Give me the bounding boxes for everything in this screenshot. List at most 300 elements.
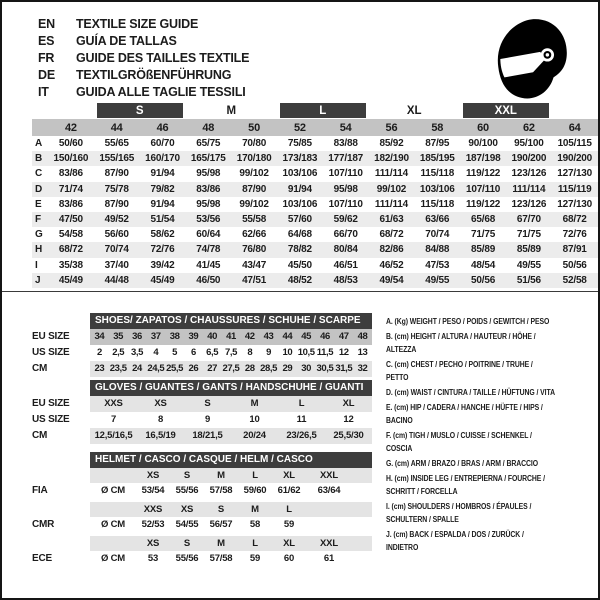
sub-row-label: CM bbox=[32, 363, 48, 375]
measure-value: 177/187 bbox=[328, 153, 364, 165]
measure-value: 160/170 bbox=[145, 153, 180, 165]
measure-value: 44/48 bbox=[104, 274, 129, 286]
measure-value: 54/58 bbox=[58, 229, 83, 241]
measure-value: 85/92 bbox=[379, 138, 404, 150]
measure-value: 47/53 bbox=[425, 259, 450, 271]
sub-cell-value: 56/57 bbox=[209, 518, 233, 530]
sub-row-label: US SIZE bbox=[32, 414, 70, 426]
measure-value: 72/76 bbox=[150, 244, 175, 256]
sub-row-data bbox=[90, 551, 372, 566]
measure-value: 50/56 bbox=[562, 259, 587, 271]
sub-cell-value: 26 bbox=[188, 363, 199, 375]
measure-value: 85/89 bbox=[471, 244, 496, 256]
size-band-m: M bbox=[226, 104, 237, 117]
sub-cell-value: 57/58 bbox=[209, 552, 233, 564]
measure-value: 50/60 bbox=[58, 138, 83, 150]
measure-value: 107/110 bbox=[328, 168, 363, 180]
sub-cell-value: S bbox=[183, 469, 191, 481]
sub-cell-value: 55/56 bbox=[175, 552, 199, 564]
sub-row-data bbox=[90, 536, 372, 551]
measure-value: 95/98 bbox=[196, 198, 221, 210]
measure-value: 51/54 bbox=[150, 214, 175, 226]
sub-cell-value: 61 bbox=[323, 552, 335, 564]
sub-table-row bbox=[32, 361, 372, 377]
sub-cell-value: XXL bbox=[320, 537, 338, 549]
sub-row-data bbox=[90, 345, 372, 361]
sub-cell-value: 28,5 bbox=[260, 363, 278, 375]
sub-cell-value: 54/55 bbox=[175, 518, 199, 530]
section-label-spacer bbox=[32, 452, 90, 468]
sub-cell-value: 9 bbox=[266, 347, 272, 359]
measure-value: 53/56 bbox=[196, 214, 221, 226]
sub-cell-value: 34 bbox=[94, 331, 105, 343]
row-label: I bbox=[35, 259, 38, 271]
sub-cell-value: XXL bbox=[320, 469, 338, 481]
legend-item: D. (cm) WAIST / CINTURA / TAILLE / HÜFTUNG / VITA bbox=[386, 386, 555, 397]
measure-value: 65/68 bbox=[471, 214, 496, 226]
sub-cell-value: 7,5 bbox=[224, 347, 237, 359]
measure-value: 83/86 bbox=[196, 183, 221, 195]
measure-value: 83/88 bbox=[333, 138, 358, 150]
sub-cell-value: 7 bbox=[110, 414, 117, 426]
measure-value: 76/80 bbox=[242, 244, 267, 256]
sub-row-data bbox=[90, 412, 372, 428]
sub-row-data bbox=[90, 483, 372, 498]
section-header-row bbox=[32, 452, 372, 468]
sub-cell-value: 32 bbox=[357, 363, 368, 375]
measure-value: 115/118 bbox=[420, 198, 455, 210]
sub-row-label: CMR bbox=[32, 518, 55, 530]
measure-value: 63/66 bbox=[425, 214, 450, 226]
measure-value: 71/75 bbox=[516, 229, 541, 241]
measure-value: 60/70 bbox=[150, 138, 175, 150]
size-band-row bbox=[32, 102, 598, 119]
row-label: A bbox=[35, 138, 43, 150]
sub-cell-value: 27 bbox=[207, 363, 218, 375]
measure-value: 45/50 bbox=[287, 259, 312, 271]
sub-row-data bbox=[90, 428, 372, 444]
measure-row-a bbox=[32, 136, 598, 151]
row-label: F bbox=[35, 214, 41, 226]
sub-cell-value: M bbox=[250, 398, 259, 410]
sub-cell-value: 23,5 bbox=[109, 363, 127, 375]
measure-value: 68/72 bbox=[562, 214, 587, 226]
sub-table-row bbox=[32, 329, 372, 345]
measure-value: 87/90 bbox=[104, 168, 129, 180]
measure-value: 95/98 bbox=[196, 168, 221, 180]
section-header-row bbox=[32, 313, 372, 329]
measure-value: 71/75 bbox=[471, 229, 496, 241]
sub-cell-value: 53 bbox=[147, 552, 159, 564]
band-spacer bbox=[32, 102, 94, 119]
measure-value: 55/58 bbox=[242, 214, 267, 226]
sub-cell-value: 39 bbox=[188, 331, 199, 343]
measure-value: 70/74 bbox=[104, 244, 129, 256]
sub-cell-value: 27,5 bbox=[222, 363, 240, 375]
page-header bbox=[2, 2, 598, 102]
sub-cell-value: 52/53 bbox=[141, 518, 165, 530]
measure-value: 41/45 bbox=[196, 259, 221, 271]
row-label: G bbox=[35, 229, 43, 241]
sub-cell-value: 60 bbox=[283, 552, 295, 564]
sub-cell-value: 59 bbox=[283, 518, 295, 530]
sub-row-label: EU SIZE bbox=[32, 331, 70, 343]
sub-cell-value: 23 bbox=[94, 363, 105, 375]
sub-cell-value: 3,5 bbox=[130, 347, 143, 359]
sub-cell-value: 29 bbox=[282, 363, 293, 375]
sub-cell-value: 25,5 bbox=[166, 363, 184, 375]
measure-row-d bbox=[32, 182, 598, 197]
measure-value: 83/86 bbox=[58, 198, 83, 210]
sub-table-row bbox=[32, 483, 372, 498]
sub-cell-value: 40 bbox=[207, 331, 218, 343]
sub-cell-value: 36 bbox=[132, 331, 142, 343]
sub-row-label: CM bbox=[32, 430, 48, 442]
sub-cell-value: 38 bbox=[169, 331, 180, 343]
sub-cell-value: L bbox=[252, 469, 258, 481]
sub-row-data bbox=[90, 517, 372, 532]
sub-cell-value: 59/60 bbox=[243, 484, 267, 496]
measure-value: 190/200 bbox=[557, 153, 593, 165]
measure-value: 107/110 bbox=[328, 198, 363, 210]
sub-cell-value: XS bbox=[146, 469, 160, 481]
measure-value: 111/114 bbox=[374, 198, 409, 210]
sub-row-data bbox=[90, 468, 372, 483]
measure-value: 79/82 bbox=[150, 183, 175, 195]
measure-value: 65/75 bbox=[196, 138, 221, 150]
measure-value: 71/74 bbox=[58, 183, 83, 195]
measure-value: 99/102 bbox=[239, 198, 269, 210]
size-band-l: L bbox=[277, 102, 369, 119]
measure-value: 115/119 bbox=[557, 183, 592, 195]
measure-value: 82/86 bbox=[379, 244, 404, 256]
guide-title: GUIDA ALLE TAGLIE TESSILI bbox=[76, 85, 246, 99]
main-size-table bbox=[32, 102, 598, 288]
measure-value: 61/63 bbox=[379, 214, 404, 226]
sub-cell-value: 53/54 bbox=[141, 484, 165, 496]
sub-cell-value: 58 bbox=[249, 518, 261, 530]
measure-value: 115/118 bbox=[420, 168, 455, 180]
measure-value: 103/106 bbox=[282, 198, 318, 210]
shoes-table bbox=[32, 313, 372, 377]
measure-value: 72/76 bbox=[562, 229, 587, 241]
sub-cell-value: 61/62 bbox=[277, 484, 301, 496]
measure-row-g bbox=[32, 227, 598, 242]
section-title: SHOES/ ZAPATOS / CHAUSSURES / SCHUHE / SCARPE bbox=[90, 313, 372, 329]
sub-cell-value: 4 bbox=[153, 347, 159, 359]
sub-cell-value: 30 bbox=[301, 363, 312, 375]
measure-value: 119/122 bbox=[465, 198, 501, 210]
size-band-xxl: XXL bbox=[460, 102, 552, 119]
measure-value: 170/180 bbox=[236, 153, 272, 165]
sub-cell-value: XS bbox=[180, 503, 194, 515]
measure-value: 55/65 bbox=[104, 138, 129, 150]
row-label: D bbox=[35, 183, 43, 195]
section-header-row bbox=[32, 380, 372, 396]
measure-value: 35/38 bbox=[58, 259, 83, 271]
sub-cell-value: 30,5 bbox=[316, 363, 334, 375]
size-band-xl: XL bbox=[406, 104, 422, 117]
legend-item: F. (cm) TIGH / MUSLO / CUISSE / SCHENKEL / COSCIA bbox=[386, 429, 532, 453]
measure-value: 60/64 bbox=[196, 229, 221, 241]
sub-cell-value: S bbox=[204, 398, 211, 410]
sub-cell-value: 63/64 bbox=[317, 484, 341, 496]
sub-cell-value: 9 bbox=[204, 414, 211, 426]
measure-value: 46/51 bbox=[333, 259, 358, 271]
measure-value: 51/56 bbox=[516, 274, 541, 286]
measure-value: 43/47 bbox=[242, 259, 267, 271]
guide-title: GUÍA DE TALLAS bbox=[76, 34, 177, 48]
sub-cell-value: 41 bbox=[226, 331, 236, 343]
measure-value: 111/114 bbox=[512, 183, 546, 195]
section-label-spacer bbox=[32, 380, 90, 396]
measure-value: 52/58 bbox=[562, 274, 587, 286]
measure-value: 80/84 bbox=[333, 244, 358, 256]
sub-cell-value: 20/24 bbox=[243, 430, 266, 442]
measure-value: 105/115 bbox=[557, 138, 592, 150]
measure-value: 68/72 bbox=[379, 229, 404, 241]
size-number: 52 bbox=[293, 121, 306, 134]
legend-item: C. (cm) CHEST / PECHO / POITRINE / TRUHE / PETTO bbox=[386, 358, 533, 382]
sub-row-label bbox=[32, 502, 90, 517]
sub-cell-value: 18/21,5 bbox=[192, 430, 223, 442]
measure-value: 67/70 bbox=[516, 214, 541, 226]
measure-value: 70/80 bbox=[242, 138, 267, 150]
size-number: 60 bbox=[477, 121, 489, 134]
measure-value: 49/55 bbox=[425, 274, 450, 286]
measure-value: 95/98 bbox=[333, 183, 358, 195]
sub-cell-value: 10 bbox=[249, 414, 260, 426]
measure-row-i bbox=[32, 258, 598, 273]
measure-value: 103/106 bbox=[419, 183, 455, 195]
measure-value: 87/90 bbox=[242, 183, 267, 195]
measure-value: 78/82 bbox=[287, 244, 312, 256]
size-number: 62 bbox=[522, 121, 535, 134]
sub-table-row bbox=[32, 428, 372, 444]
measure-value: 103/106 bbox=[282, 168, 318, 180]
sub-cell-value: 11 bbox=[296, 414, 307, 426]
measure-value: 39/42 bbox=[150, 259, 175, 271]
measure-value: 95/100 bbox=[514, 138, 544, 150]
sub-cell-value: M bbox=[217, 537, 225, 549]
measure-value: 91/94 bbox=[287, 183, 312, 195]
helmet-table bbox=[32, 452, 372, 566]
measure-value: 190/200 bbox=[511, 153, 547, 165]
sub-cell-value: 55/56 bbox=[175, 484, 199, 496]
language-code: DE bbox=[38, 68, 55, 82]
measure-value: 182/190 bbox=[374, 153, 409, 165]
measure-value: 70/74 bbox=[425, 229, 450, 241]
measure-value: 46/50 bbox=[196, 274, 221, 286]
sub-cell-value: 12,5/16,5 bbox=[94, 430, 133, 442]
size-number: 64 bbox=[568, 121, 581, 134]
sub-cell-value: L bbox=[298, 398, 305, 410]
measure-value: 64/68 bbox=[287, 229, 312, 241]
legend-item: G. (cm) ARM / BRAZO / BRAS / ARM / BRACCIO bbox=[386, 457, 538, 468]
measure-value: 119/122 bbox=[465, 168, 501, 180]
sub-cell-value: 45 bbox=[301, 331, 312, 343]
measure-value: 48/53 bbox=[333, 274, 358, 286]
measure-value: 57/60 bbox=[287, 214, 312, 226]
measure-value: 155/165 bbox=[99, 153, 135, 165]
section-divider bbox=[2, 291, 598, 292]
sub-table-row bbox=[32, 468, 372, 483]
size-number: 54 bbox=[339, 121, 352, 134]
sub-cell-value: 16,5/19 bbox=[145, 430, 176, 442]
section-title: HELMET / CASCO / CASQUE / HELM / CASCO bbox=[90, 452, 372, 468]
sub-table-row bbox=[32, 536, 372, 551]
sub-row-label bbox=[32, 536, 90, 551]
measure-value: 83/86 bbox=[58, 168, 83, 180]
guide-title: TEXTILGRÖßENFÜHRUNG bbox=[76, 68, 232, 82]
measure-value: 150/160 bbox=[53, 153, 89, 165]
sub-table-row bbox=[32, 551, 372, 566]
sub-cell-value: 57/58 bbox=[209, 484, 233, 496]
sub-cell-value: 8 bbox=[157, 414, 164, 426]
measure-value: 185/195 bbox=[419, 153, 455, 165]
sub-row-data bbox=[90, 361, 372, 377]
sub-cell-value: 10 bbox=[282, 347, 293, 359]
measure-row-e bbox=[32, 197, 598, 212]
sub-cell-value: 10,5 bbox=[297, 347, 315, 359]
measure-row-c bbox=[32, 166, 598, 181]
sub-cell-value: Ø CM bbox=[100, 484, 125, 496]
measure-value: 84/88 bbox=[425, 244, 450, 256]
sub-cell-value: XL bbox=[283, 469, 295, 481]
measure-value: 165/175 bbox=[190, 153, 226, 165]
measure-value: 48/52 bbox=[287, 274, 312, 286]
legend-item: A. (Kg) WEIGHT / PESO / POIDS / GEWITCH / PESO bbox=[386, 315, 550, 326]
size-number: 44 bbox=[110, 121, 123, 134]
measure-value: 75/85 bbox=[287, 138, 312, 150]
sub-cell-value: 59 bbox=[249, 552, 261, 564]
lower-section bbox=[32, 313, 598, 566]
sub-cell-value: 23/26,5 bbox=[286, 430, 317, 442]
sub-cell-value: Ø CM bbox=[100, 518, 125, 530]
measure-value: 58/62 bbox=[150, 229, 175, 241]
measure-row-b bbox=[32, 151, 598, 166]
size-number: 46 bbox=[156, 121, 169, 134]
sub-cell-value: 37 bbox=[150, 331, 161, 343]
sub-cell-value: XL bbox=[342, 398, 355, 410]
sub-cell-value: 12 bbox=[343, 414, 354, 426]
sub-cell-value: 11,5 bbox=[316, 347, 334, 359]
measure-value: 74/78 bbox=[196, 244, 221, 256]
sub-row-data bbox=[90, 396, 372, 412]
size-number: 42 bbox=[64, 121, 77, 134]
sub-table-row bbox=[32, 345, 372, 361]
row-label: B bbox=[35, 153, 43, 165]
measure-value: 56/60 bbox=[104, 229, 129, 241]
sub-cell-value: Ø CM bbox=[100, 552, 125, 564]
sub-cell-value: XXS bbox=[104, 398, 123, 410]
sub-cell-value: M bbox=[217, 469, 225, 481]
sub-row-label bbox=[32, 468, 90, 483]
sub-cell-value: 35 bbox=[113, 331, 124, 343]
measure-value: 37/40 bbox=[104, 259, 129, 271]
band-spacer bbox=[552, 102, 598, 119]
measure-value: 107/110 bbox=[465, 183, 501, 195]
sub-cell-value: 46 bbox=[320, 331, 330, 343]
sub-cell-value: XS bbox=[154, 398, 167, 410]
measure-value: 45/49 bbox=[150, 274, 175, 286]
legend-item: H. (cm) INSIDE LEG / ENTREPIERNA / FOURCHE / SCHRITT / FORCELLA bbox=[386, 472, 545, 496]
legend-item: J. (cm) BACK / ESPALDA / DOS / ZURÜCK / INDIETRO bbox=[386, 528, 524, 552]
language-code: ES bbox=[38, 34, 55, 48]
measure-value: 59/62 bbox=[333, 214, 358, 226]
measure-value: 91/94 bbox=[150, 198, 175, 210]
sub-cell-value: 2,5 bbox=[112, 347, 125, 359]
section-title: GLOVES / GUANTES / GANTS / HANDSCHUHE / GUANTI bbox=[90, 380, 372, 396]
sub-cell-value: 25,5/30 bbox=[333, 430, 364, 442]
measure-row-j bbox=[32, 273, 598, 288]
measure-value: 87/91 bbox=[562, 244, 587, 256]
sub-table-row bbox=[32, 396, 372, 412]
sub-row-label: ECE bbox=[32, 552, 52, 564]
sub-cell-value: 13 bbox=[357, 347, 368, 359]
sub-cell-value: L bbox=[252, 537, 258, 549]
sub-cell-value: 2 bbox=[96, 347, 102, 359]
sub-cell-value: 42 bbox=[244, 331, 255, 343]
size-number: 58 bbox=[431, 121, 444, 134]
sub-cell-value: L bbox=[286, 503, 292, 515]
measure-value: 49/54 bbox=[379, 274, 404, 286]
language-code: EN bbox=[38, 17, 55, 31]
measure-value: 75/78 bbox=[104, 183, 129, 195]
sub-cell-value: S bbox=[183, 537, 191, 549]
row-label: H bbox=[35, 244, 43, 256]
measure-value: 111/114 bbox=[374, 168, 409, 180]
measure-value: 49/55 bbox=[516, 259, 541, 271]
row-label: E bbox=[35, 198, 42, 210]
measure-value: 187/198 bbox=[465, 153, 501, 165]
sub-cell-value: 31,5 bbox=[335, 363, 353, 375]
measure-value: 66/70 bbox=[333, 229, 358, 241]
sub-cell-value: 6,5 bbox=[206, 347, 219, 359]
sub-cell-value: 43 bbox=[263, 331, 274, 343]
size-number: 50 bbox=[248, 121, 260, 134]
measure-value: 99/102 bbox=[239, 168, 269, 180]
section-label-spacer bbox=[32, 313, 90, 329]
measure-value: 99/102 bbox=[376, 183, 407, 195]
guide-title: GUIDE DES TAILLES TEXTILE bbox=[76, 51, 250, 65]
measure-value: 127/130 bbox=[557, 198, 593, 210]
sub-cell-value: S bbox=[217, 503, 225, 515]
sub-cell-value: 6 bbox=[190, 347, 196, 359]
sub-row-data bbox=[90, 502, 372, 517]
measure-value: 127/130 bbox=[557, 168, 593, 180]
language-code: FR bbox=[38, 51, 55, 65]
measure-value: 47/50 bbox=[58, 214, 83, 226]
sub-cell-value: XS bbox=[146, 537, 160, 549]
measure-value: 87/95 bbox=[425, 138, 450, 150]
measure-value: 87/90 bbox=[104, 198, 129, 210]
sub-table-row bbox=[32, 412, 372, 428]
sub-cell-value: 28 bbox=[244, 363, 255, 375]
size-number: 48 bbox=[202, 121, 215, 134]
measure-value: 46/52 bbox=[379, 259, 404, 271]
sub-row-label: FIA bbox=[32, 484, 48, 496]
guide-title: TEXTILE SIZE GUIDE bbox=[76, 17, 199, 31]
sub-cell-value: 44 bbox=[282, 331, 293, 343]
language-code: IT bbox=[38, 85, 49, 99]
row-label: J bbox=[35, 274, 41, 286]
measure-value: 85/89 bbox=[516, 244, 541, 256]
sub-cell-value: XXS bbox=[143, 503, 163, 515]
accessory-tables bbox=[32, 313, 372, 566]
sub-row-label: US SIZE bbox=[32, 347, 70, 359]
measure-value: 62/66 bbox=[242, 229, 267, 241]
